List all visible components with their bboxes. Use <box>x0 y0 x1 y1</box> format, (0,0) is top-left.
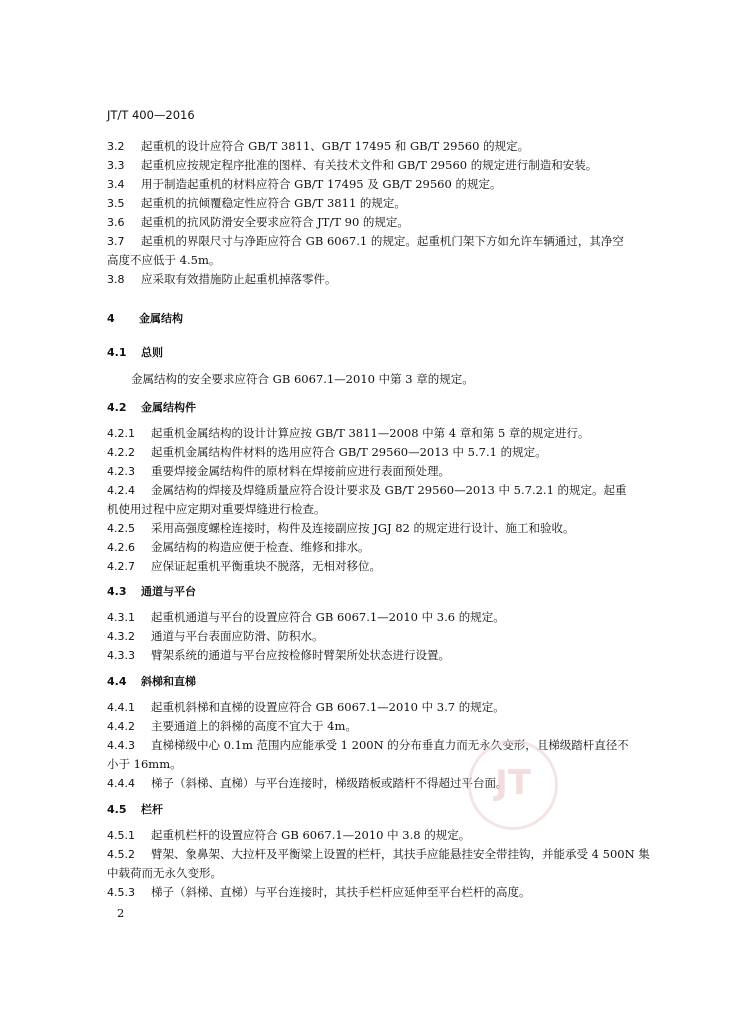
clause-4-5-3 <box>107 884 531 901</box>
clause-text: 起重机栏杆的设置应符合 GB 6067.1—2010 中 3.8 的规定。 <box>151 828 471 842</box>
clause-text: 起重机的抗倾覆稳定性应符合 GB/T 3811 的规定。 <box>141 196 406 210</box>
clause-text: 起重机的抗风防滑安全要求应符合 JT/T 90 的规定。 <box>141 215 409 229</box>
clause-4-3-2 <box>107 628 324 645</box>
clause-4-2-4-cont: 机使用过程中应定期对重要焊缝进行检查。 <box>107 502 326 516</box>
clause-text: 重要焊接金属结构件的原材料在焊接前应进行表面预处理。 <box>151 464 450 478</box>
clause-text: 金属结构的构造应便于检查、维修和排水。 <box>151 540 370 554</box>
clause-text: 臂架系统的通道与平台应按检修时臂架所处状态进行设置。 <box>151 648 450 662</box>
clause-number: 4.2.3 <box>107 465 135 478</box>
clause-text: 起重机的设计应符合 GB/T 3811、GB/T 17495 和 GB/T 29560 的规定。 <box>141 139 530 153</box>
clause-3-4 <box>107 176 501 193</box>
clause-3-2 <box>107 138 529 155</box>
clause-number: 4.5.1 <box>107 829 135 842</box>
page-number: 2 <box>117 906 125 920</box>
heading-text: 斜梯和直梯 <box>141 675 196 688</box>
clause-number: 4.5.3 <box>107 886 135 899</box>
clause-number: 4.2.1 <box>107 427 135 440</box>
clause-number: 4.5.2 <box>107 848 135 861</box>
clause-4-3-1 <box>107 609 505 626</box>
section-4-3-heading <box>107 584 196 600</box>
clause-4-2-5 <box>107 520 575 537</box>
clause-4-2-3 <box>107 463 450 480</box>
watermark-text: JT <box>495 763 531 803</box>
clause-4-5-2-cont: 中载荷而无永久变形。 <box>107 866 222 880</box>
clause-4-5-2 <box>107 846 650 863</box>
clause-3-8 <box>107 271 337 288</box>
clause-text: 臂架、象鼻架、大拉杆及平衡梁上设置的栏杆，其扶手应能悬挂安全带挂钩，并能承受 4 500N 集 <box>151 847 650 861</box>
clause-4-3-3 <box>107 647 450 664</box>
clause-4-4-4 <box>107 775 508 792</box>
standard-code: JT/T 400—2016 <box>107 108 195 122</box>
clause-number: 3.8 <box>107 273 125 286</box>
heading-number: 4.1 <box>107 346 127 359</box>
heading-number: 4.5 <box>107 803 127 816</box>
clause-number: 4.3.2 <box>107 630 135 643</box>
clause-text: 采用高强度螺栓连接时，构件及连接副应按 JGJ 82 的规定进行设计、施工和验收。 <box>151 521 575 535</box>
clause-4-5-1 <box>107 827 470 844</box>
clause-number: 4.4.4 <box>107 777 135 790</box>
clause-number: 4.4.3 <box>107 739 135 752</box>
clause-text: 起重机通道与平台的设置应符合 GB 6067.1—2010 中 3.6 的规定。 <box>151 610 505 624</box>
clause-4-4-2 <box>107 718 357 735</box>
clause-number: 3.4 <box>107 178 125 191</box>
clause-3-7-cont: 高度不应低于 4.5m。 <box>107 253 221 267</box>
clause-text: 起重机的界限尺寸与净距应符合 GB 6067.1 的规定。起重机门架下方如允许车辆通过，其净空 <box>141 234 624 248</box>
clause-3-3 <box>107 157 597 174</box>
clause-number: 3.2 <box>107 140 125 153</box>
heading-text: 栏杆 <box>141 803 163 816</box>
clause-text: 起重机斜梯和直梯的设置应符合 GB 6067.1—2010 中 3.7 的规定。 <box>151 700 505 714</box>
clause-4-2-4 <box>107 482 627 499</box>
clause-number: 4.2.2 <box>107 446 135 459</box>
clause-number: 4.2.6 <box>107 541 135 554</box>
heading-number: 4 <box>107 312 115 325</box>
clause-number: 3.5 <box>107 197 125 210</box>
clause-number: 4.2.7 <box>107 560 135 573</box>
clause-number: 3.3 <box>107 159 125 172</box>
clause-3-6 <box>107 214 409 231</box>
clause-4-2-2 <box>107 444 547 461</box>
clause-text: 直梯梯级中心 0.1m 范围内应能承受 1 200N 的分布垂直力而无永久变形，且梯级踏杆直径不 <box>151 738 629 752</box>
clause-text: 起重机金属结构件材料的选用应符合 GB/T 29560—2013 中 5.7.1 的规定。 <box>151 445 547 459</box>
clause-4-2-1 <box>107 425 589 442</box>
clause-text: 金属结构的焊接及焊缝质量应符合设计要求及 GB/T 29560—2013 中 5.7.2.1 的规定。起重 <box>151 483 627 497</box>
clause-3-7 <box>107 233 624 250</box>
heading-text: 通道与平台 <box>141 585 196 598</box>
chapter-4-heading <box>107 311 183 327</box>
clause-text: 起重机金属结构的设计计算应按 GB/T 3811—2008 中第 4 章和第 5 章的规定进行。 <box>151 426 590 440</box>
clause-4-2-6 <box>107 539 370 556</box>
heading-number: 4.2 <box>107 401 127 414</box>
section-4-2-heading <box>107 400 196 416</box>
clause-text: 梯子（斜梯、直梯）与平台连接时，其扶手栏杆应延伸至平台栏杆的高度。 <box>151 885 531 899</box>
clause-number: 4.3.3 <box>107 649 135 662</box>
heading-text: 金属结构 <box>139 312 183 325</box>
clause-3-5 <box>107 195 406 212</box>
heading-text: 总则 <box>141 346 163 359</box>
jt-watermark-logo <box>468 740 558 830</box>
clause-4-2-7 <box>107 558 381 575</box>
clause-4-4-3 <box>107 737 629 754</box>
section-4-1-heading <box>107 345 163 361</box>
clause-number: 4.4.2 <box>107 720 135 733</box>
clause-text: 用于制造起重机的材料应符合 GB/T 17495 及 GB/T 29560 的规定。 <box>141 177 502 191</box>
clause-4-4-1 <box>107 699 505 716</box>
heading-number: 4.4 <box>107 675 127 688</box>
clause-number: 4.2.4 <box>107 484 135 497</box>
clause-text: 通道与平台表面应防滑、防积水。 <box>151 629 324 643</box>
clause-text: 主要通道上的斜梯的高度不宜大于 4m。 <box>151 719 357 733</box>
clause-number: 3.7 <box>107 235 125 248</box>
clause-number: 4.4.1 <box>107 701 135 714</box>
clause-4-4-3-cont: 小于 16mm。 <box>107 757 182 771</box>
clause-text: 应保证起重机平衡重块不脱落，无相对移位。 <box>151 559 381 573</box>
heading-number: 4.3 <box>107 585 127 598</box>
clause-text: 梯子（斜梯、直梯）与平台连接时，梯级踏板或踏杆不得超过平台面。 <box>151 776 508 790</box>
clause-number: 4.3.1 <box>107 611 135 624</box>
clause-text: 起重机应按规定程序批准的图样、有关技术文件和 GB/T 29560 的规定进行制造和安装。 <box>141 158 598 172</box>
section-4-4-heading <box>107 674 196 690</box>
heading-text: 金属结构件 <box>141 401 196 414</box>
clause-text: 应采取有效措施防止起重机掉落零件。 <box>141 272 337 286</box>
section-4-1-paragraph: 金属结构的安全要求应符合 GB 6067.1—2010 中第 3 章的规定。 <box>131 372 474 386</box>
clause-number: 3.6 <box>107 216 125 229</box>
clause-number: 4.2.5 <box>107 522 135 535</box>
section-4-5-heading <box>107 802 163 818</box>
